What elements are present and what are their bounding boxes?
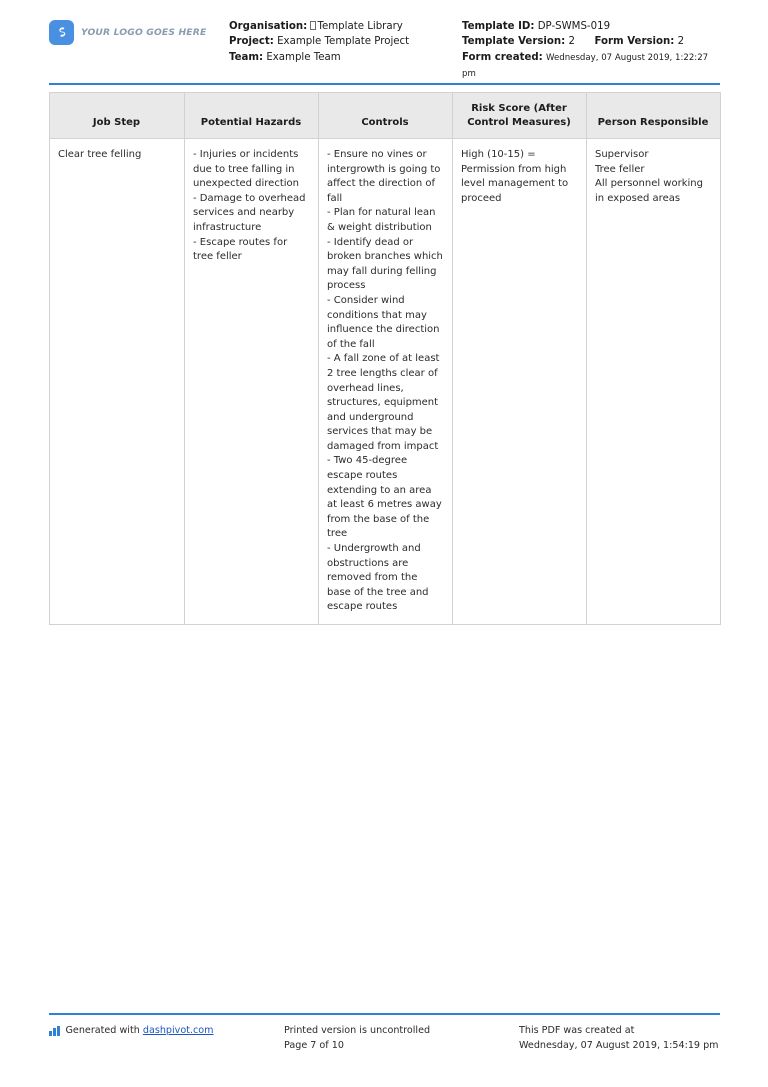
column-header-controls: Controls	[319, 93, 453, 139]
cell-line: - Consider wind conditions that may influence the direction of the fall	[327, 294, 440, 350]
table-body	[50, 139, 721, 625]
meta-team-value: Example Team	[266, 51, 341, 63]
cell-line: - Identify dead or broken branches which may fall during felling process	[327, 236, 443, 292]
meta-team	[229, 50, 459, 65]
footer-generated-with	[49, 1024, 269, 1039]
column-header-potential-hazards: Potential Hazards	[185, 93, 319, 139]
footer-printed-notice-text: Printed version is uncontrolled	[284, 1025, 431, 1036]
column-header-risk-score: Risk Score (After Control Measures)	[453, 93, 587, 139]
cell-line: High (10-15) = Permission from high level management to proceed	[461, 149, 569, 204]
cell-line: - Undergrowth and obstructions are removed from the base of the tree and escape routes	[327, 543, 429, 613]
meta-team-key: Team:	[229, 51, 264, 63]
cell-line: - Two 45-degree escape routes extending to an area at least 6 metres away from the base of the tree	[327, 455, 442, 540]
meta-form-created-value: Wednesday, 07 August 2019, 1:22:27 pm	[462, 52, 709, 79]
missing-glyph-icon	[310, 21, 316, 30]
cell-line: - Injuries or incidents due to tree falling in unexpected direction	[193, 149, 299, 190]
bar-chart-icon	[49, 1024, 60, 1036]
document-footer	[49, 1024, 720, 1070]
cell-line: - Plan for natural lean & weight distribution	[327, 207, 436, 233]
meta-project-key: Project:	[229, 36, 274, 48]
swms-table-container	[49, 92, 720, 625]
meta-organisation-key: Organisation:	[229, 21, 308, 32]
meta-template-version-value: 2	[568, 36, 575, 48]
cell-line: All personnel working in exposed areas	[595, 178, 703, 204]
cell-line: - Damage to overhead services and nearby infrastructure	[193, 192, 306, 233]
header-divider	[49, 83, 720, 85]
meta-template-id-value: DP-SWMS-019	[537, 21, 611, 32]
cell-potential-hazards-lines	[193, 148, 309, 265]
footer-pdf-created	[519, 1024, 724, 1053]
footer-divider	[49, 1013, 720, 1015]
column-header-job-step: Job Step	[50, 93, 185, 139]
footer-page-number: Page 7 of 10	[284, 1039, 344, 1051]
meta-template-id-key: Template ID:	[462, 21, 535, 32]
cell-line: Tree feller	[595, 163, 645, 175]
footer-pdf-created-value: Wednesday, 07 August 2019, 1:54:19 pm	[519, 1039, 719, 1051]
dashpivot-link[interactable]: dashpivot.com	[142, 1025, 214, 1036]
meta-versions	[462, 34, 722, 49]
meta-form-version-key: Form Version:	[594, 36, 675, 48]
table-header-row	[50, 93, 721, 139]
meta-project	[229, 34, 459, 49]
swms-table	[49, 92, 721, 625]
cell-risk-score-lines	[461, 148, 577, 206]
meta-form-version-value: 2	[677, 36, 685, 48]
header-meta-right	[462, 19, 722, 82]
document-header	[49, 12, 720, 79]
footer-pdf-created-label: This PDF was created at	[519, 1025, 635, 1036]
meta-project-value: Example Template Project	[277, 36, 410, 48]
footer-print-notice	[284, 1024, 514, 1053]
meta-organisation	[229, 19, 459, 34]
meta-form-created-key: Form created:	[462, 51, 543, 63]
footer-generated-text: Generated with dashpivot.com	[65, 1025, 214, 1036]
dashpivot-logo-icon	[49, 20, 74, 45]
cell-line: - Escape routes for tree feller	[193, 236, 288, 263]
meta-template-version-key: Template Version:	[462, 36, 566, 48]
cell-controls	[319, 139, 453, 625]
cell-line: - A fall zone of at least 2 tree lengths clear of overhead lines, structures, equipment and underground services that may be damaged from impact	[327, 353, 440, 452]
table-row	[50, 139, 721, 625]
footer-generated-row	[49, 1024, 269, 1039]
logo-block	[49, 20, 206, 45]
cell-person-responsible-lines	[595, 148, 711, 206]
cell-risk-score	[453, 139, 587, 625]
cell-person-responsible	[587, 139, 721, 625]
cell-line: Clear tree felling	[58, 149, 142, 160]
column-header-person-responsible: Person Responsible	[587, 93, 721, 139]
cell-job-step	[50, 139, 185, 625]
cell-controls-lines	[327, 148, 443, 615]
logo-placeholder-text: YOUR LOGO GOES HERE	[81, 27, 207, 38]
cell-potential-hazards	[185, 139, 319, 625]
meta-form-created	[462, 50, 722, 83]
cell-job-step-lines	[58, 148, 175, 163]
table-header	[50, 93, 721, 139]
meta-organisation-value: Template Library	[310, 21, 402, 32]
cell-line: Supervisor	[595, 149, 649, 160]
header-meta-left	[229, 19, 459, 65]
cell-line: - Ensure no vines or intergrowth is going to affect the direction of fall	[327, 149, 441, 204]
meta-template-id	[462, 19, 722, 34]
